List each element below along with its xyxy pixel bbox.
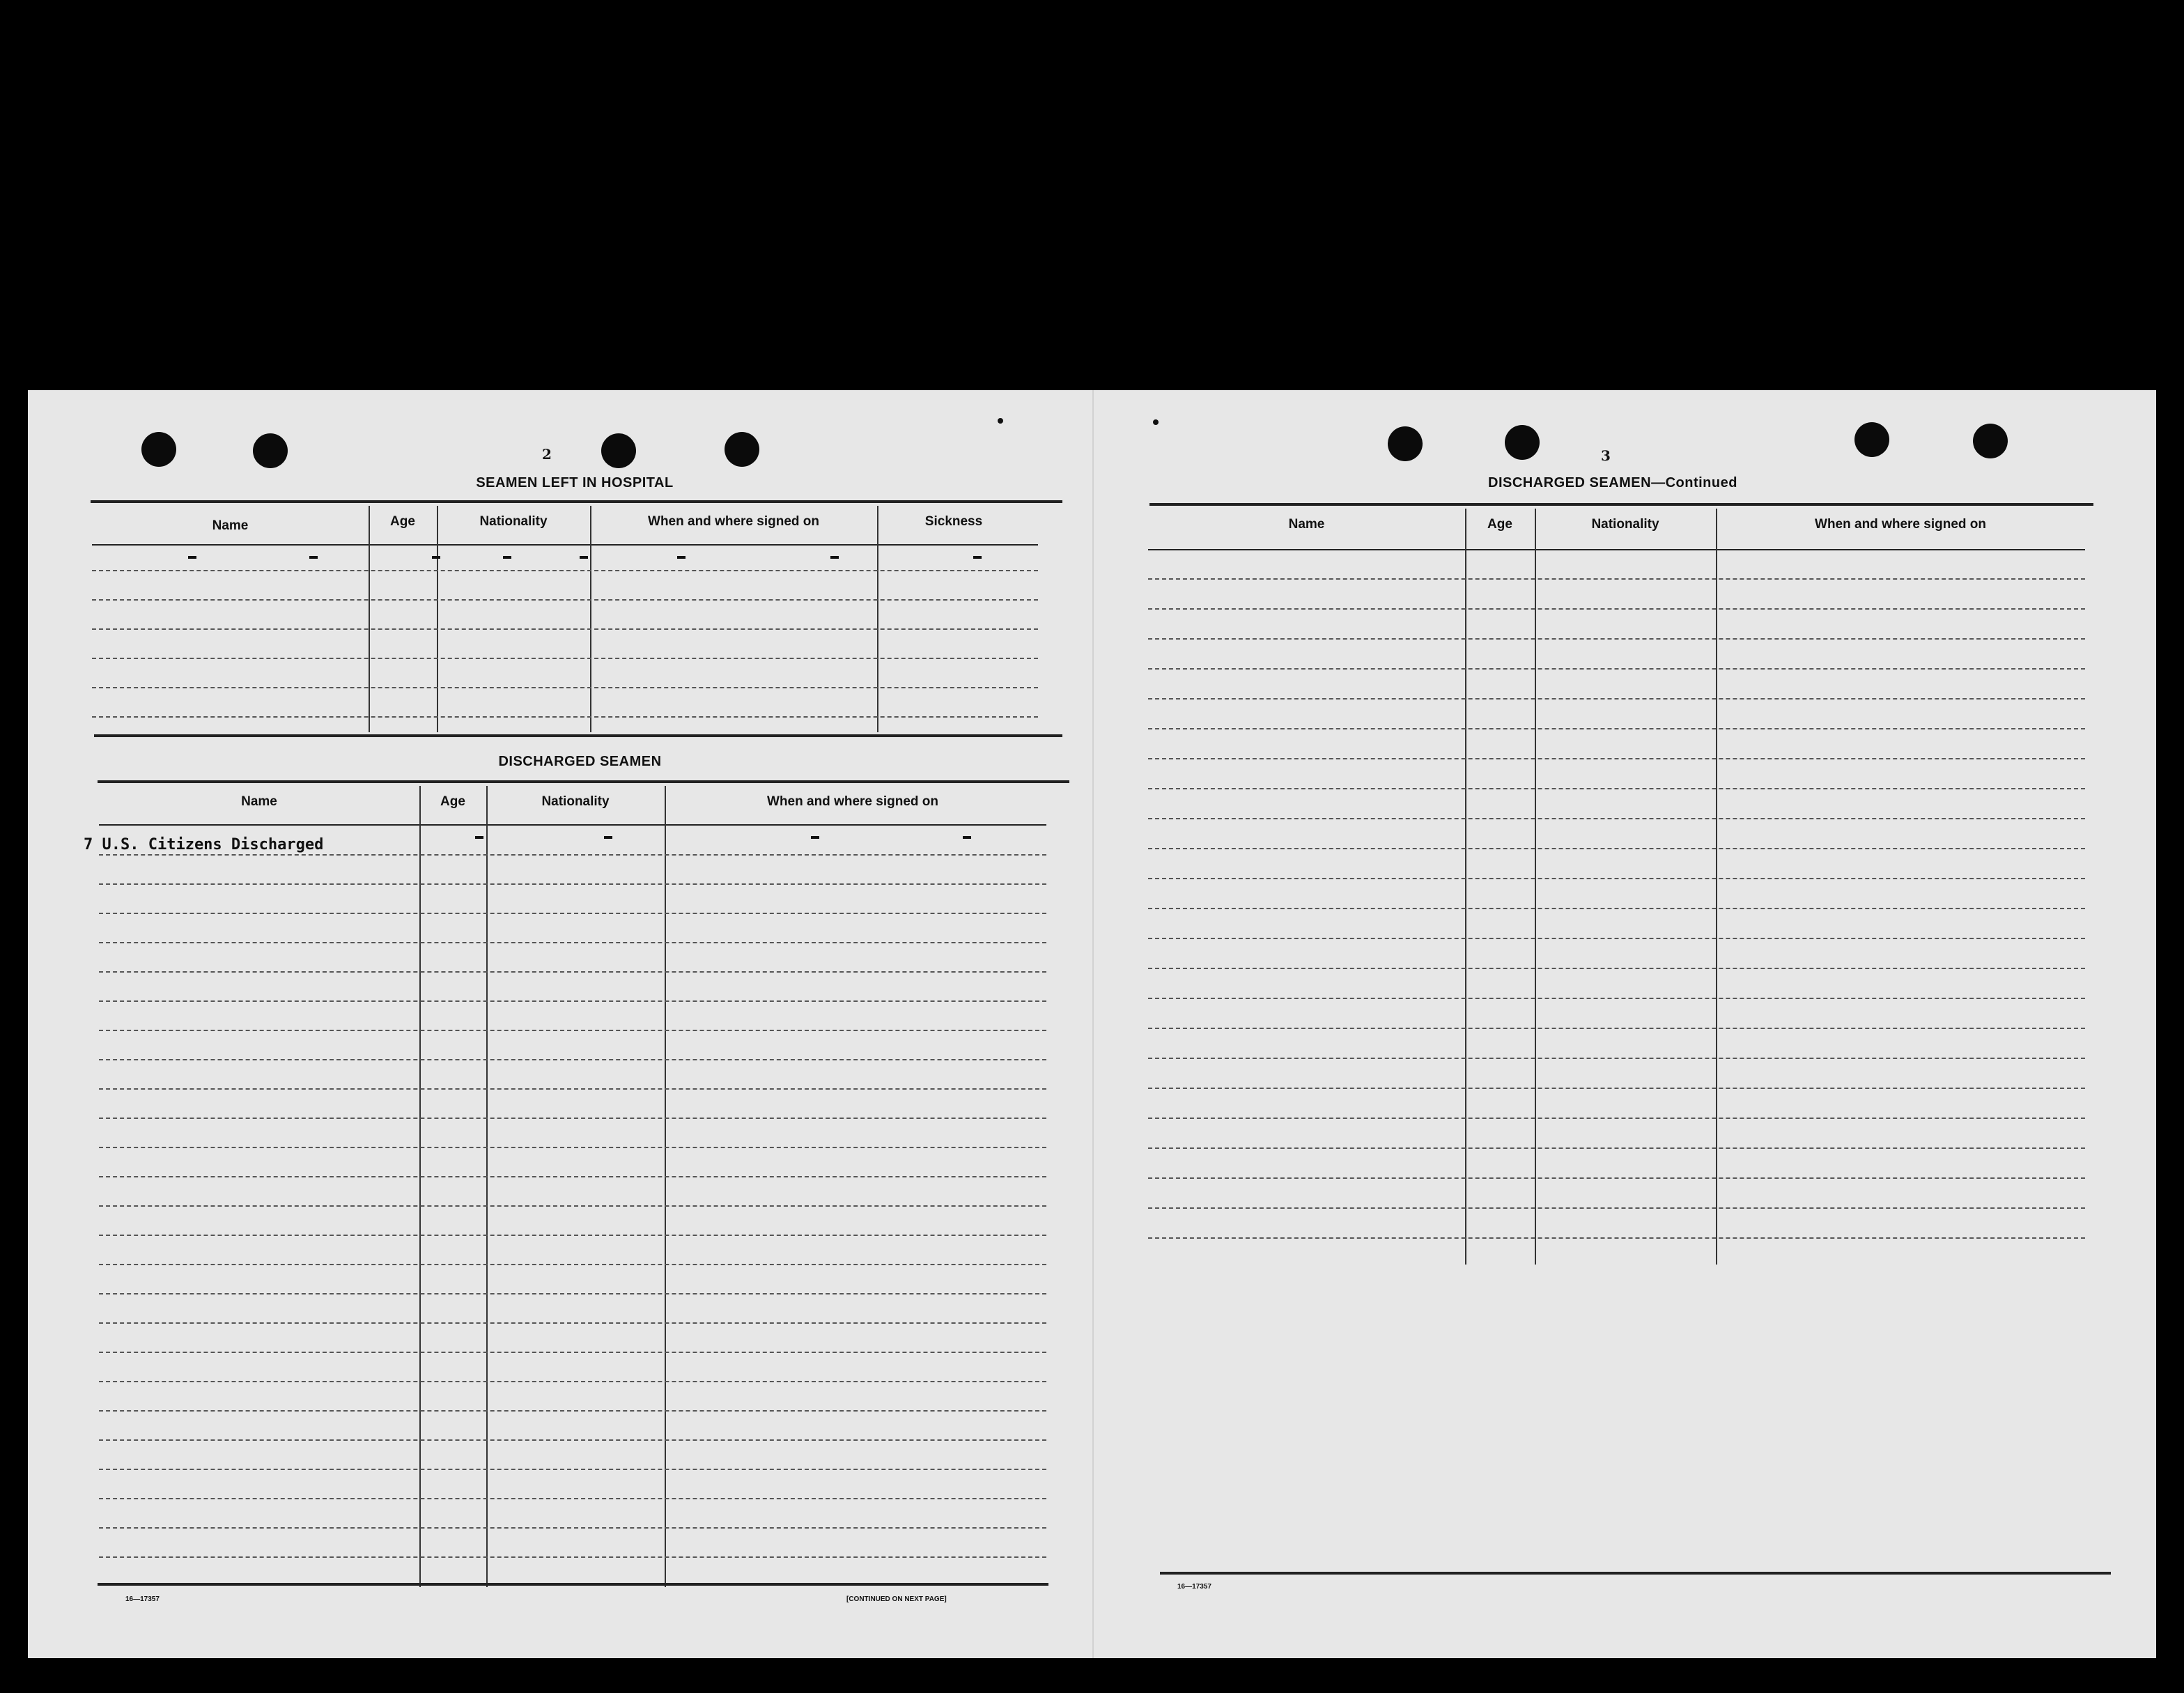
discharged-top-rule <box>98 780 1069 783</box>
column-divider <box>486 786 488 1587</box>
table-row <box>99 1059 1046 1060</box>
table-row <box>99 1205 1046 1207</box>
table-row <box>1148 1118 2085 1119</box>
table-row <box>1148 878 2085 879</box>
table-row <box>99 1322 1046 1324</box>
table-row <box>1148 1028 2085 1029</box>
hospital-col-name: Name <box>212 518 249 533</box>
punch-hole <box>601 433 636 468</box>
table-row <box>92 687 1038 688</box>
table-row <box>99 942 1046 943</box>
hospital-table <box>92 506 1038 732</box>
table-row <box>1148 728 2085 729</box>
punch-hole <box>725 432 759 467</box>
discharged-col-nationality: Nationality <box>541 794 610 809</box>
hospital-col-age: Age <box>390 514 415 529</box>
table-row <box>1148 1177 2085 1179</box>
table-row <box>92 716 1038 718</box>
table-row <box>1148 668 2085 670</box>
table-row <box>99 971 1046 973</box>
discharged-col-age: Age <box>440 794 465 809</box>
discharged-col-signed-on: When and where signed on <box>767 794 938 809</box>
column-divider <box>665 786 666 1587</box>
punch-hole <box>1388 426 1423 461</box>
form-number-right: 16—17357 <box>1177 1583 1211 1591</box>
continued-top-rule <box>1149 503 2093 506</box>
table-row <box>99 1556 1046 1558</box>
table-row <box>99 1410 1046 1412</box>
discharged-col-name: Name <box>241 794 277 809</box>
page-fold <box>1092 390 1094 1658</box>
nil-dash <box>811 836 819 839</box>
nil-dash <box>432 556 440 559</box>
nil-dash <box>309 556 318 559</box>
table-row <box>1148 788 2085 789</box>
nil-dash <box>503 556 511 559</box>
hospital-section-title: SEAMEN LEFT IN HOSPITAL <box>476 475 674 490</box>
table-row <box>1148 758 2085 759</box>
column-divider <box>590 506 591 732</box>
table-row <box>1148 938 2085 939</box>
table-row <box>1148 1088 2085 1089</box>
continued-col-name: Name <box>1288 517 1325 532</box>
column-divider <box>1716 509 1717 1265</box>
table-row <box>99 1264 1046 1265</box>
table-row <box>1148 1147 2085 1149</box>
table-row <box>99 1088 1046 1090</box>
table-row <box>1148 848 2085 849</box>
discharged-section-title: DISCHARGED SEAMEN <box>498 754 662 769</box>
table-row <box>99 854 1046 856</box>
discharged-continued-title: DISCHARGED SEAMEN—Continued <box>1488 475 1737 490</box>
continued-col-age: Age <box>1487 517 1512 532</box>
table-row <box>92 628 1038 630</box>
table-row <box>92 658 1038 659</box>
table-row <box>1148 578 2085 580</box>
table-row <box>99 1147 1046 1148</box>
table-row <box>99 1498 1046 1499</box>
table-row <box>1148 1237 2085 1239</box>
punch-hole <box>141 432 176 467</box>
ink-speck <box>1153 419 1159 425</box>
nil-dash <box>188 556 196 559</box>
table-row <box>99 1439 1046 1441</box>
form-number-left: 16—17357 <box>125 1595 160 1603</box>
table-row <box>99 1381 1046 1382</box>
column-divider <box>1535 509 1536 1265</box>
table-row <box>99 883 1046 885</box>
continued-col-signed-on: When and where signed on <box>1815 517 1986 532</box>
table-row <box>99 1176 1046 1177</box>
hospital-bottom-rule <box>94 734 1062 737</box>
hospital-col-sickness: Sickness <box>924 514 983 529</box>
table-row <box>1148 608 2085 610</box>
table-row <box>1148 968 2085 969</box>
table-row <box>99 1469 1046 1470</box>
table-row <box>92 570 1038 571</box>
table-row <box>1148 698 2085 699</box>
table-row <box>1148 1207 2085 1209</box>
column-divider <box>369 506 370 732</box>
table-row <box>1148 818 2085 819</box>
table-row <box>99 913 1046 914</box>
ink-speck <box>998 418 1003 424</box>
table-row <box>99 1352 1046 1353</box>
column-divider <box>419 786 421 1587</box>
hospital-col-signed-on: When and where signed on <box>648 514 819 529</box>
table-row <box>1148 1058 2085 1059</box>
nil-dash <box>963 836 971 839</box>
nil-dash <box>580 556 588 559</box>
nil-dash <box>475 836 483 839</box>
nil-dash <box>677 556 686 559</box>
table-row <box>1148 638 2085 640</box>
table-row <box>99 1527 1046 1529</box>
continued-col-nationality: Nationality <box>1591 517 1659 532</box>
table-row <box>99 1235 1046 1236</box>
column-divider <box>877 506 878 732</box>
table-row <box>99 1000 1046 1002</box>
page-number-right: 3 <box>1601 447 1611 464</box>
table-row <box>99 1118 1046 1119</box>
column-divider <box>1465 509 1466 1265</box>
nil-dash <box>830 556 839 559</box>
table-row <box>92 599 1038 601</box>
column-divider <box>437 506 438 732</box>
table-row <box>99 1030 1046 1031</box>
punch-hole <box>1973 424 2008 458</box>
punch-hole <box>253 433 288 468</box>
hospital-top-rule <box>91 500 1062 503</box>
continued-bottom-rule <box>1160 1572 2111 1575</box>
nil-dash <box>973 556 982 559</box>
hospital-col-nationality: Nationality <box>479 514 548 529</box>
table-row <box>99 1293 1046 1294</box>
page-number-left: 2 <box>542 446 552 463</box>
nil-dash <box>604 836 612 839</box>
table-row <box>1148 998 2085 999</box>
punch-hole <box>1854 422 1889 457</box>
continued-note: [CONTINUED ON NEXT PAGE] <box>846 1595 947 1603</box>
discharged-continued-table <box>1148 509 2085 1265</box>
typed-entry-us-citizens: 7 U.S. Citizens Discharged <box>84 836 324 853</box>
discharged-table <box>99 786 1046 1587</box>
table-row <box>1148 908 2085 909</box>
document-sheet <box>28 390 2156 1658</box>
discharged-bottom-rule <box>98 1583 1048 1586</box>
punch-hole <box>1505 425 1540 460</box>
